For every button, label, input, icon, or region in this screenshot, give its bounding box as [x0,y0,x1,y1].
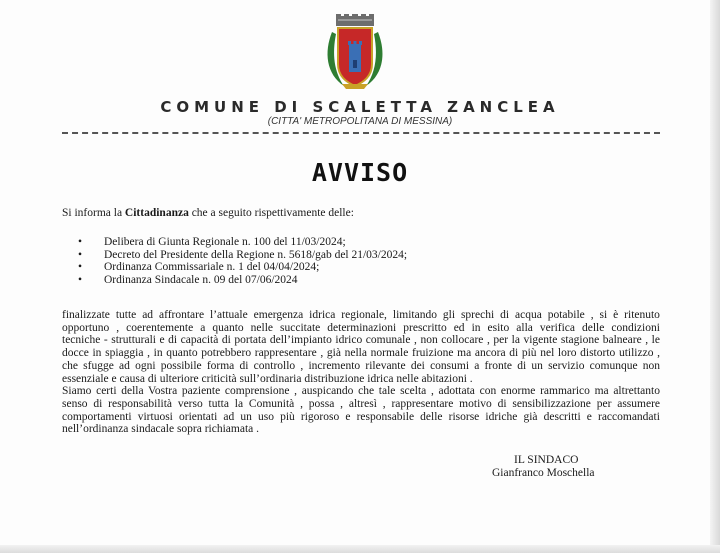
body-line: opportuno , coerentemente a quanto nelle succitate determinazioni prescritto ed in esito alla verifica delle condizioni [62,321,660,334]
list-item [78,249,407,262]
body-line: finalizzate tutte ad affrontare l’attuale emergenza idrica regionale, limitando gli sprechi di acqua potabile , si è ritenuto [62,309,660,321]
list-item-text: Decreto del Presidente della Regione n. 5618/gab del 21/03/2024; [104,248,408,261]
bullet-icon: • [78,274,83,287]
header-divider [62,132,660,134]
intro-suffix: che a seguito rispettivamente delle: [188,207,354,219]
list-item [78,261,407,274]
notice-title: AVVISO [311,158,409,187]
signature-name: Gianfranco Moschella [492,467,595,479]
bullet-icon: • [78,248,83,261]
list-item-text: Ordinanza Commissariale n. 1 del 04/04/2024; [104,261,320,274]
body-line: tecniche - strutturali e di capacità di portata dell’impianto idrico comunale , non collocare , per la vigente stagione balneare , le [62,334,660,347]
body-line: nell’ordinanza sindacale sopra richiamata . [62,423,260,436]
bullet-icon: • [78,236,83,248]
intro-prefix: Si informa la [62,207,125,219]
comune-name: COMUNE DI SCALETTA ZANCLEA [160,98,560,116]
body-line: docce in spiaggia , in quanto potrebbero rappresentare , già nella normale fruizione ma ancora di più nel loro distorto utilizzo , [62,347,660,360]
list-item-text: Delibera di Giunta Regionale n. 100 del 11/03/2024; [104,236,346,248]
body-line: Siamo certi della Vostra paziente comprensione , auspicando che tale scelta , adottata con enorme rammarico ma altrettanto [62,385,660,398]
comune-subtitle: (CITTA' METROPOLITANA DI MESSINA) [267,116,453,127]
list-item [78,236,407,249]
intro-bold: Cittadinanza [124,207,189,219]
body-line: senso di responsabilità verso tutta la Comunità , possa , altresì , rappresentare motivo di sensibilizzazione per assumere [62,397,660,410]
coat-of-arms-icon [322,14,388,90]
signature-title: IL SINDACO [514,454,579,466]
body-line: che sfugge ad ogni possibile forma di controllo , incremento rilevante dei consumi a fronte di un servizio comunque non [62,359,661,372]
references-list [78,236,407,287]
body-line: essenziale e causa di ulteriore criticità sull’ordinaria distribuzione idrica nelle abitazioni . [62,372,473,385]
notice-body [62,309,660,436]
intro-text [62,206,662,220]
bullet-icon: • [78,261,83,274]
body-line: comportamenti virtuosi orientati ad un uso più rigoroso e responsabile delle risorse idriche già descritti e raccomandati [62,410,660,423]
page-bottom-shadow [0,545,720,553]
page-edge-shadow [710,0,720,553]
list-item [78,274,407,287]
list-item-text: Ordinanza Sindacale n. 09 del 07/06/2024 [104,274,298,287]
